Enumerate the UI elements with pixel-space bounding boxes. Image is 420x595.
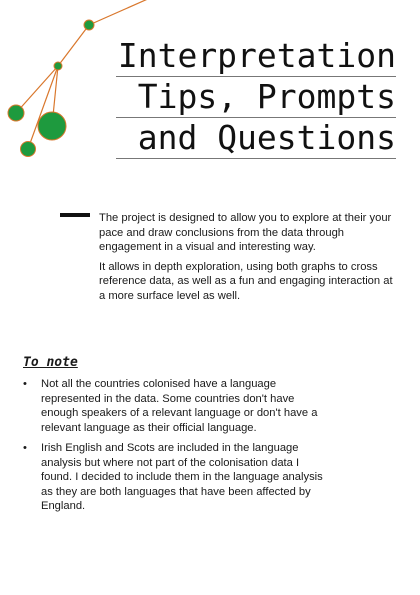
title-line-2: Tips, Prompts	[116, 77, 396, 118]
branch-line	[16, 66, 58, 113]
branch-line	[89, 0, 150, 25]
title-line-3: and Questions	[116, 118, 396, 159]
list-item	[23, 441, 333, 514]
note-list	[23, 377, 333, 520]
intro-text	[99, 211, 395, 309]
intro-paragraph-2: It allows in depth exploration, using both graphs to cross reference data, as well as a fun and engaging interaction at a more surface level as well.	[99, 260, 393, 302]
bullet-icon: •	[23, 378, 27, 390]
branch-line	[58, 25, 89, 66]
node-dot	[8, 105, 24, 121]
title-line-1: Interpretation	[117, 36, 396, 75]
note-heading: To note	[23, 355, 78, 370]
node-dot	[38, 112, 66, 140]
section-dash-marker	[60, 213, 90, 217]
note-item-text: Irish English and Scots are included in the language analysis but where not part of the colonisation data I found. I decided to include them in the language analysis as they are both languages that have been affected by England.	[41, 442, 323, 512]
page-title	[116, 36, 396, 159]
intro-paragraph-1: The project is designed to allow you to explore at their your pace and draw conclusions from the data through engagement in a visual and interesting way.	[99, 212, 392, 254]
note-item-text: Not all the countries colonised have a language represented in the data. Some countries don't have enough speakers of a relevant language or don't have a relevant language as their official language.	[41, 378, 318, 434]
node-dot	[54, 62, 62, 70]
node-dot	[84, 20, 94, 30]
bullet-icon: •	[23, 442, 27, 454]
list-item	[23, 377, 333, 435]
node-dot	[21, 142, 36, 157]
